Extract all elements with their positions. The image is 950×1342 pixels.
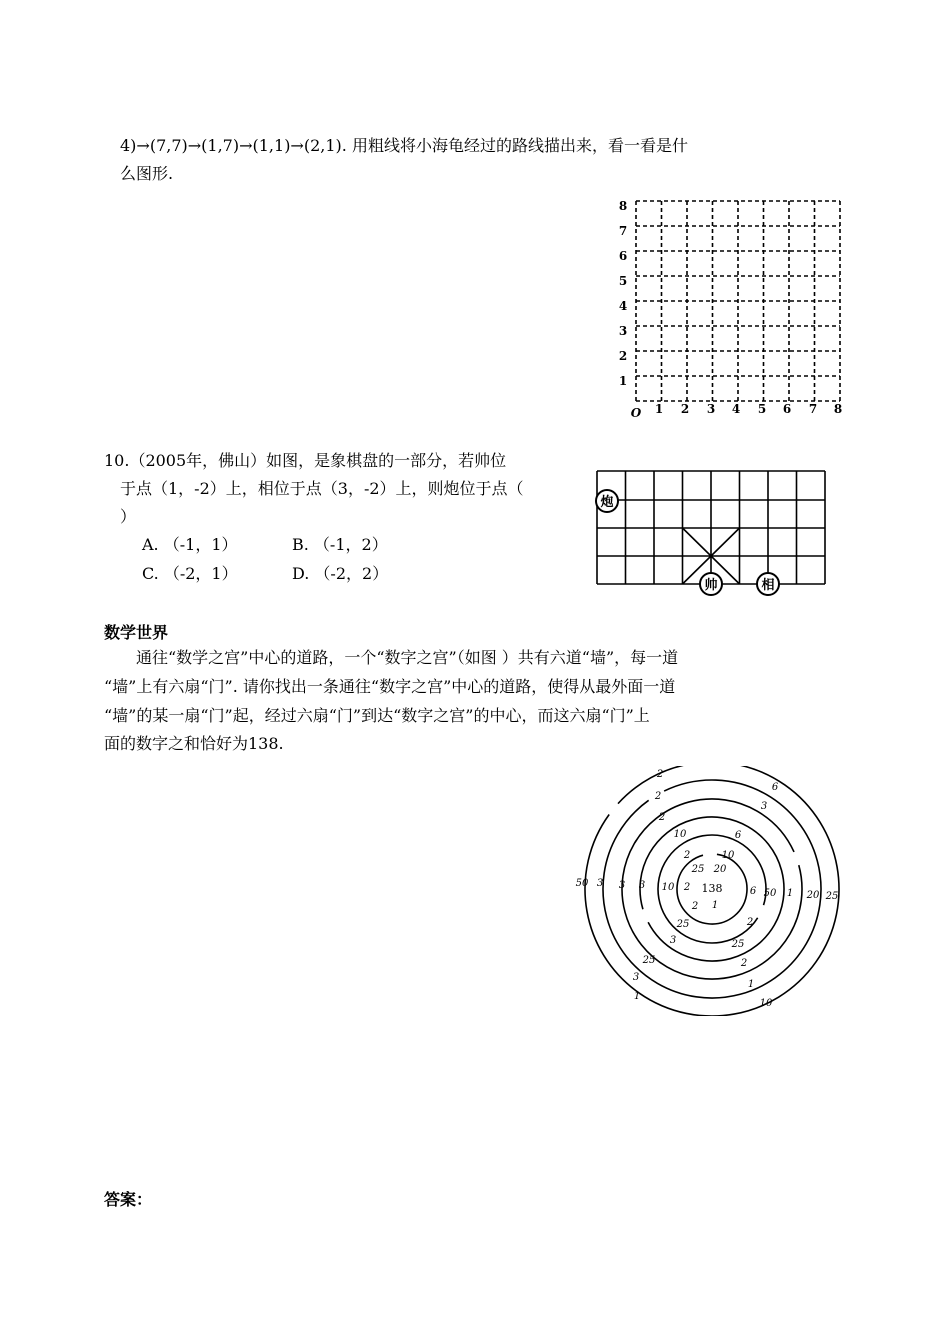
world-paragraph-line-1: 通往“数学之宫”中心的道路，一个“数字之宫”（如图 ）共有六道“墙”，每一道 bbox=[136, 648, 679, 667]
x-label-3: 3 bbox=[706, 402, 716, 416]
door-number: 10 bbox=[673, 829, 687, 840]
x-label-5: 5 bbox=[757, 402, 767, 416]
door-number: 2 bbox=[656, 769, 664, 780]
door-number: 6 bbox=[749, 886, 757, 897]
x-label-2: 2 bbox=[680, 402, 690, 416]
origin-label: O bbox=[630, 406, 642, 420]
q10-option-a: A. （-1，1） bbox=[142, 535, 238, 554]
q9-line-2: 么图形. bbox=[120, 164, 174, 183]
xiang-piece bbox=[757, 573, 779, 595]
door-number: 2 bbox=[658, 812, 666, 823]
y-label-5: 5 bbox=[618, 274, 628, 288]
y-label-4: 4 bbox=[618, 299, 628, 313]
door-number: 50 bbox=[575, 878, 589, 889]
door-number: 1 bbox=[786, 888, 794, 899]
answer-label: 答案： bbox=[104, 1190, 153, 1209]
q10-option-b: B. （-1，2） bbox=[292, 535, 388, 554]
y-label-8: 8 bbox=[618, 199, 628, 213]
door-number: 3 bbox=[760, 801, 768, 812]
q10-option-d: D. （-2，2） bbox=[292, 564, 389, 583]
x-label-4: 4 bbox=[731, 402, 741, 416]
door-number: 2 bbox=[691, 901, 699, 912]
y-label-3: 3 bbox=[618, 324, 628, 338]
world-paragraph-line-3: “墙”的某一扇“门”起，经过六扇“门”到达“数字之宫”的中心，而这六扇“门”上 bbox=[104, 706, 650, 725]
door-number: 3 bbox=[596, 878, 604, 889]
palace-center: 138 bbox=[701, 882, 723, 895]
door-number: 2 bbox=[683, 882, 691, 893]
door-number: 1 bbox=[747, 979, 755, 990]
door-number: 3 bbox=[638, 880, 646, 891]
shuai-piece bbox=[700, 573, 722, 595]
x-label-1: 1 bbox=[654, 402, 664, 416]
door-number: 1 bbox=[633, 991, 641, 1002]
coordinate-grid-figure bbox=[612, 196, 844, 420]
door-number: 6 bbox=[734, 830, 742, 841]
door-number: 1 bbox=[711, 900, 719, 911]
door-number: 25 bbox=[642, 955, 656, 966]
svg-text:炮: 炮 bbox=[600, 495, 614, 510]
svg-text:相: 相 bbox=[761, 578, 775, 593]
y-label-1: 1 bbox=[618, 374, 628, 388]
door-number: 2 bbox=[746, 917, 754, 928]
door-number: 20 bbox=[713, 864, 727, 875]
number-palace-figure bbox=[570, 766, 850, 1016]
door-number: 3 bbox=[618, 880, 626, 891]
door-number: 20 bbox=[806, 890, 820, 901]
q9-line-1: 4)→(7,7)→(1,7)→(1,1)→(2,1). 用粗线将小海龟经过的路线描出来，看一看是什 bbox=[120, 136, 688, 155]
y-label-6: 6 bbox=[618, 249, 628, 263]
world-paragraph-line-2: “墙”上有六扇“门”. 请你找出一条通往“数字之宫”中心的道路，使得从最外面一道 bbox=[104, 677, 676, 696]
door-number: 10 bbox=[759, 998, 773, 1009]
pao-piece bbox=[596, 490, 618, 512]
door-number: 10 bbox=[661, 882, 675, 893]
door-number: 25 bbox=[691, 864, 705, 875]
door-number: 6 bbox=[771, 782, 779, 793]
world-paragraph-line-4: 面的数字之和恰好为138. bbox=[104, 734, 284, 753]
chessboard-figure bbox=[594, 466, 830, 598]
door-number: 10 bbox=[721, 850, 735, 861]
door-number: 2 bbox=[740, 958, 748, 969]
chessboard-lines bbox=[597, 471, 825, 584]
door-number: 2 bbox=[683, 850, 691, 861]
door-number: 25 bbox=[731, 939, 745, 950]
section-title: 数学世界 bbox=[104, 623, 169, 642]
y-label-2: 2 bbox=[618, 349, 628, 363]
door-number: 25 bbox=[676, 919, 690, 930]
x-label-7: 7 bbox=[808, 402, 818, 416]
door-number: 3 bbox=[632, 972, 640, 983]
q10-line-2: 于点（1，-2）上，相位于点（3，-2）上，则炮位于点（ bbox=[120, 479, 524, 498]
y-label-7: 7 bbox=[618, 224, 628, 238]
door-number: 3 bbox=[669, 935, 677, 946]
door-number: 2 bbox=[654, 791, 662, 802]
grid-lines bbox=[636, 201, 840, 401]
q10-line-1: 10.（2005年，佛山）如图，是象棋盘的一部分，若帅位 bbox=[104, 451, 507, 470]
q10-option-c: C. （-2，1） bbox=[142, 564, 238, 583]
door-number: 25 bbox=[825, 891, 839, 902]
x-label-6: 6 bbox=[782, 402, 792, 416]
x-label-8: 8 bbox=[833, 402, 843, 416]
door-number: 50 bbox=[763, 888, 777, 899]
svg-text:帅: 帅 bbox=[704, 578, 718, 593]
q10-line-3: ） bbox=[120, 507, 137, 526]
